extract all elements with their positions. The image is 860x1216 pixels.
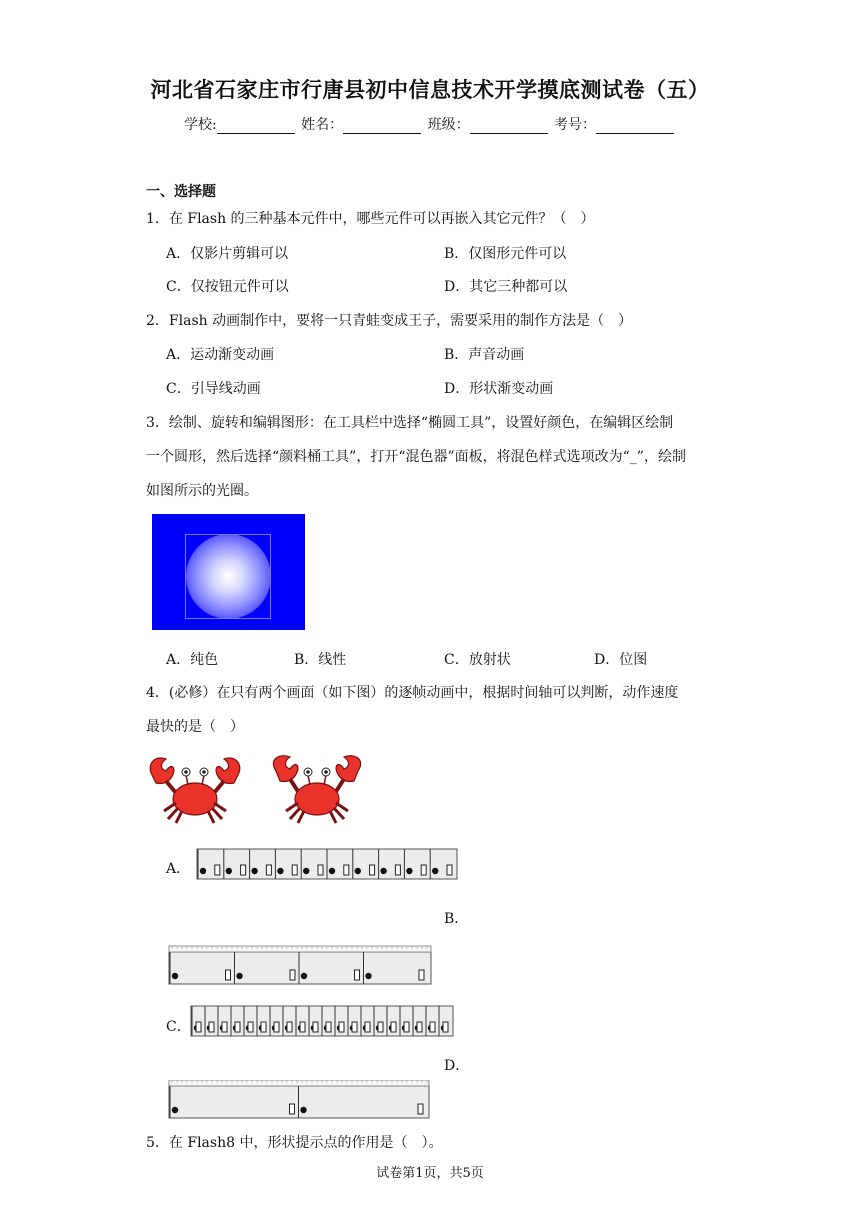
q4-option-a: A． <box>166 861 191 877</box>
q3-option-b: B．线性 <box>294 652 347 668</box>
q3-option-d: D．位图 <box>594 652 648 668</box>
timeline-option-c <box>190 1002 454 1038</box>
q1-option-a: A．仅影片剪辑可以 <box>166 246 289 262</box>
question-4-line-1: 4．(必修）在只有两个画面（如下图）的逐帧动画中，根据时间轴可以判断，动作速度 <box>146 685 679 701</box>
q1-option-d: D．其它三种都可以 <box>444 279 568 295</box>
timeline-option-a <box>196 846 458 880</box>
section-heading: 一、选择题 <box>146 184 216 200</box>
question-3-line-3: 如图所示的光圈。 <box>146 483 258 499</box>
school-blank[interactable] <box>217 119 295 134</box>
page-footer: 试卷第1页，共5页 <box>376 1166 484 1181</box>
question-3-line-2: 一个圆形，然后选择“颜料桶工具”，打开“混色器”面板，将混色样式选项改为“_”，绘制 <box>146 449 686 465</box>
question-4-line-2: 最快的是（ ） <box>146 719 244 735</box>
q1-option-b: B．仅图形元件可以 <box>444 246 567 262</box>
student-info-line <box>0 114 860 134</box>
exam-no-label: 考号： <box>554 117 597 133</box>
crab-frame-2-image <box>266 753 368 825</box>
timeline-option-b <box>168 944 432 986</box>
q4-option-c: C． <box>166 1019 191 1035</box>
radial-gradient-figure <box>152 514 305 630</box>
question-1-text: 1．在 Flash 的三种基本元件中，哪些元件可以再嵌入其它元件？（ ） <box>146 211 595 227</box>
q3-option-c: C．放射状 <box>444 652 511 668</box>
q3-option-a: A．纯色 <box>166 652 219 668</box>
timeline-option-d <box>168 1080 430 1120</box>
q2-option-c: C．引导线动画 <box>166 381 261 397</box>
q1-option-c: C．仅按钮元件可以 <box>166 279 289 295</box>
question-3-line-1: 3．绘制、旋转和编辑图形：在工具栏中选择“椭圆工具”，设置好颜色，在编辑区绘制 <box>146 415 674 431</box>
selection-box <box>185 534 271 619</box>
q2-option-a: A．运动渐变动画 <box>166 347 275 363</box>
school-label: 学校: <box>183 117 217 133</box>
q2-option-d: D．形状渐变动画 <box>444 381 554 397</box>
question-5-text: 5．在 Flash8 中，形状提示点的作用是（ ）。 <box>146 1135 443 1151</box>
class-label: 班级： <box>427 117 470 133</box>
crab-frame-1-image <box>144 753 246 825</box>
question-2-text: 2．Flash 动画制作中，要将一只青蛙变成王子，需要采用的制作方法是（ ） <box>146 313 633 329</box>
class-blank[interactable] <box>470 119 548 134</box>
q4-option-d: D． <box>444 1058 470 1074</box>
exam-no-blank[interactable] <box>596 119 674 134</box>
name-blank[interactable] <box>343 119 421 134</box>
q2-option-b: B．声音动画 <box>444 347 525 363</box>
q4-option-b: B． <box>444 911 469 927</box>
page-title: 河北省石家庄市行唐县初中信息技术开学摸底测试卷（五） <box>150 78 710 102</box>
name-label: 姓名： <box>301 117 344 133</box>
